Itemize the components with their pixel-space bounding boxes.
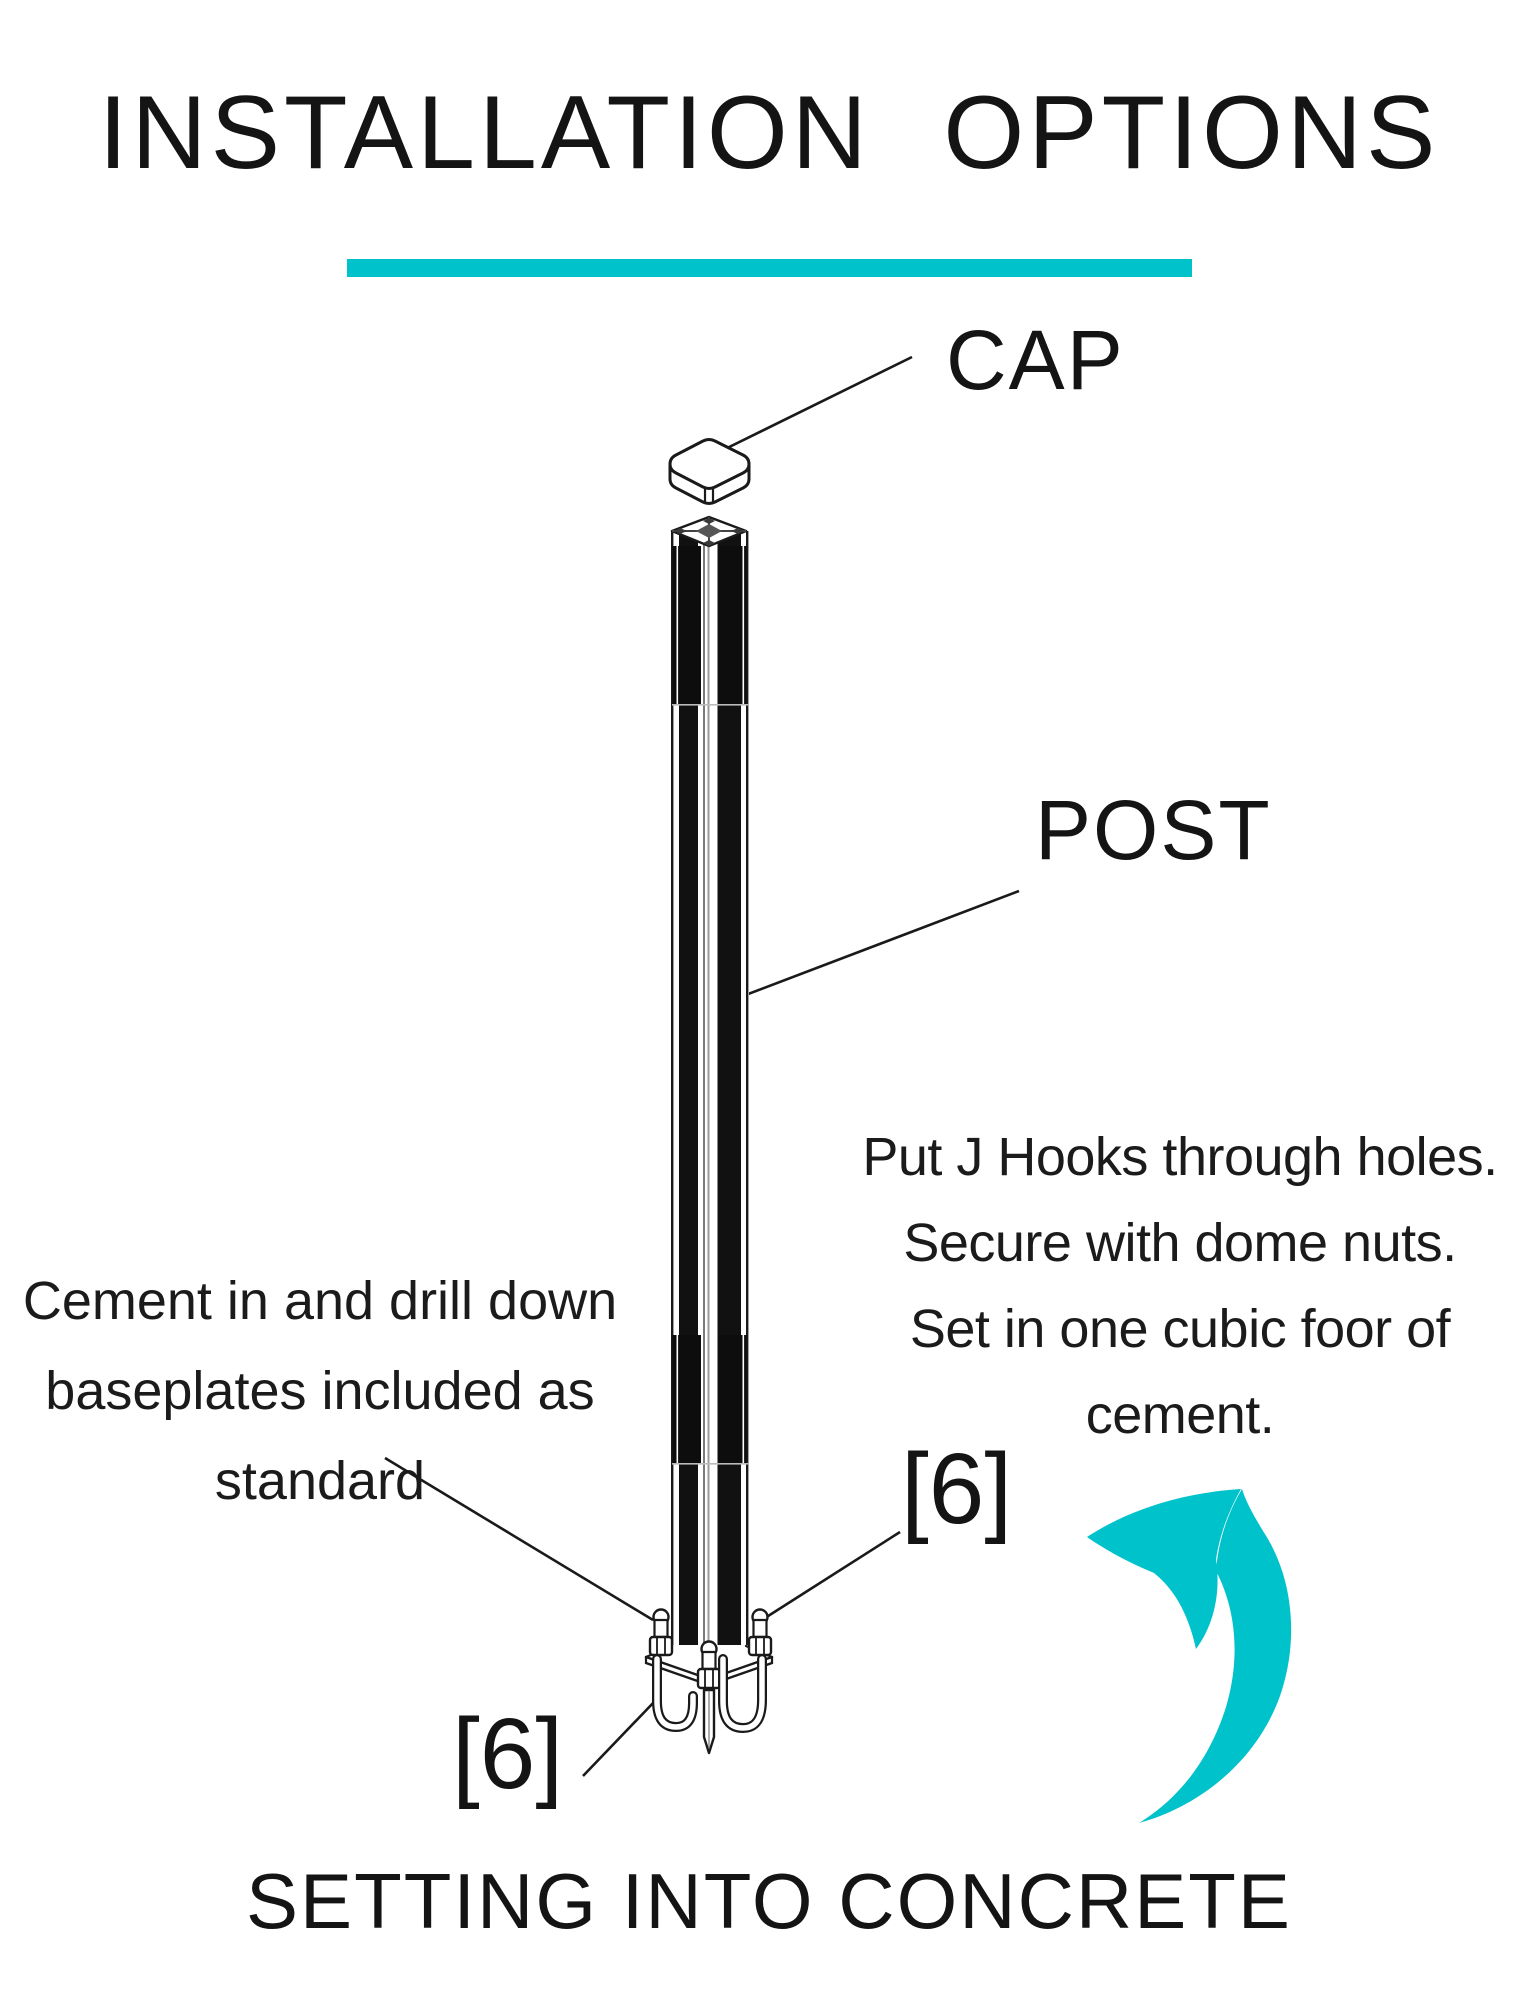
qty-right-leader-line: [765, 1532, 900, 1618]
page-title: INSTALLATION OPTIONS: [98, 75, 1440, 191]
quantity-left-label: [6]: [452, 1698, 564, 1810]
aluminium-post-drawing: [671, 517, 749, 1645]
cap-label: CAP: [946, 313, 1125, 407]
accent-divider-bar: [347, 259, 1192, 277]
center-bolt: [698, 1642, 720, 1689]
right-note-line: Set in one cubic foor of: [909, 1299, 1451, 1359]
right-note-line: Secure with dome nuts.: [903, 1213, 1457, 1273]
left-bolt: [650, 1610, 672, 1656]
left-note-line: standard: [214, 1451, 426, 1511]
footer-title: SETTING INTO CONCRETE: [246, 1857, 1292, 1945]
right-note-line: Put J Hooks through holes.: [862, 1127, 1498, 1187]
post-cap-drawing: [670, 440, 749, 504]
post-leader-line: [714, 891, 1019, 1007]
left-note-line: Cement in and drill down: [22, 1271, 618, 1331]
ground-spike-drawing: [704, 1690, 714, 1753]
right-note: [850, 1114, 1510, 1458]
cap-leader-line: [713, 357, 912, 455]
right-note-line: cement.: [1085, 1385, 1275, 1445]
right-bolt: [749, 1610, 771, 1656]
curved-arrow-icon: [1087, 1489, 1291, 1823]
quantity-right-label: [6]: [901, 1433, 1013, 1545]
post-label: POST: [1035, 783, 1272, 877]
qty-left-leader-line: [583, 1701, 655, 1776]
left-note: [0, 1256, 640, 1526]
left-note-line: baseplates included as: [45, 1361, 595, 1421]
